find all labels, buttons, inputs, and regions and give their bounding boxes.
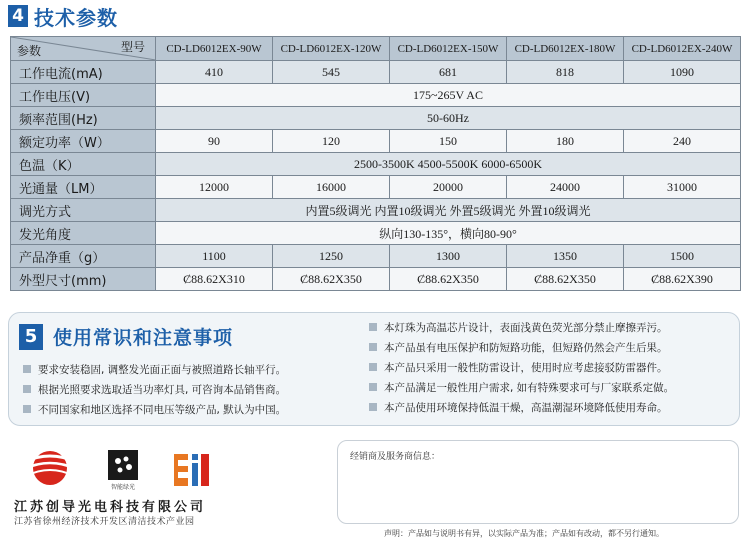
notes-left — [23, 359, 286, 419]
row-label: 外型尺寸(mm) — [11, 268, 156, 291]
company-address: 江苏省徐州经济技术开发区清洁技术产业园 — [14, 517, 195, 527]
bullet-icon — [369, 383, 377, 391]
note-text: 不同国家和地区选择不同电压等级产品, 默认为中国。 — [38, 403, 287, 416]
value-cell: 180 — [507, 130, 624, 153]
bullet-icon — [23, 365, 31, 373]
model-header: CD-LD6012EX-240W — [624, 37, 741, 61]
value-cell: 120 — [273, 130, 390, 153]
bullet-icon — [369, 343, 377, 351]
model-header: CD-LD6012EX-150W — [390, 37, 507, 61]
note-text: 本产品只采用一般性防雷设计，使用时应考虑接驳防雷器件。 — [384, 361, 668, 374]
value-cell: 150 — [390, 130, 507, 153]
value-cell: Ȼ88.62X310 — [156, 268, 273, 291]
value-cell: 12000 — [156, 176, 273, 199]
spec-table — [10, 36, 741, 291]
list-item — [369, 377, 674, 397]
value-cell: 31000 — [624, 176, 741, 199]
model-header: CD-LD6012EX-120W — [273, 37, 390, 61]
merged-value-cell: 50-60Hz — [156, 107, 741, 130]
list-item — [23, 399, 286, 419]
table-row — [11, 245, 741, 268]
bullet-icon — [23, 405, 31, 413]
notes-right — [369, 317, 674, 417]
table-row — [11, 61, 741, 84]
model-header: CD-LD6012EX-180W — [507, 37, 624, 61]
table-corner-cell — [11, 37, 156, 61]
row-label: 频率范围(Hz) — [11, 107, 156, 130]
section-title: 技术参数 — [34, 5, 118, 30]
value-cell: 1100 — [156, 245, 273, 268]
table-row — [11, 84, 741, 107]
value-cell: 16000 — [273, 176, 390, 199]
value-cell: 1350 — [507, 245, 624, 268]
value-cell: 1500 — [624, 245, 741, 268]
section-5-panel — [8, 312, 740, 426]
row-label: 额定功率（W） — [11, 130, 156, 153]
section-number: 4 — [8, 5, 28, 27]
value-cell: 1300 — [390, 245, 507, 268]
note-text: 本灯珠为高温芯片设计，表面浅黄色荧光部分禁止摩擦弄污。 — [384, 321, 668, 334]
list-item — [369, 397, 674, 417]
value-cell: Ȼ88.62X350 — [273, 268, 390, 291]
badge-icon — [108, 450, 138, 480]
disclaimer: 声明：产品如与说明书有异，以实际产品为准；产品如有改动，都不另行通知。 — [384, 529, 664, 538]
certification-badge — [105, 450, 141, 491]
table-row — [11, 222, 741, 245]
value-cell: 410 — [156, 61, 273, 84]
section-number: 5 — [19, 324, 43, 350]
corner-model-label: 型号 — [120, 40, 145, 54]
merged-value-cell: 内置5级调光 内置10级调光 外置5级调光 外置10级调光 — [156, 199, 741, 222]
table-row — [11, 268, 741, 291]
company-name: 江苏创导光电科技有限公司 — [14, 500, 207, 515]
list-item — [23, 359, 286, 379]
globe-logo-icon — [22, 448, 78, 488]
value-cell: 1090 — [624, 61, 741, 84]
merged-value-cell: 纵向130-135°，横向80-90° — [156, 222, 741, 245]
list-item — [369, 317, 674, 337]
dealer-label: 经销商及服务商信息： — [350, 452, 441, 462]
row-label: 工作电压(V) — [11, 84, 156, 107]
value-cell: Ȼ88.62X350 — [390, 268, 507, 291]
note-text: 要求安装稳固, 调整发光面正面与被照道路长轴平行。 — [38, 363, 287, 376]
ei-logo-icon — [172, 452, 212, 488]
ei-logo — [172, 452, 212, 492]
dealer-info-box — [337, 440, 739, 524]
value-cell: 24000 — [507, 176, 624, 199]
value-cell: Ȼ88.62X390 — [624, 268, 741, 291]
merged-value-cell: 175~265V AC — [156, 84, 741, 107]
row-label: 工作电流(mA) — [11, 61, 156, 84]
value-cell: 545 — [273, 61, 390, 84]
table-row — [11, 199, 741, 222]
note-text: 本产品满足一般性用户需求, 如有特殊要求可与厂家联系定做。 — [384, 381, 675, 394]
table-row — [11, 107, 741, 130]
bullet-icon — [23, 385, 31, 393]
bullet-icon — [369, 403, 377, 411]
table-header-row — [11, 37, 741, 61]
note-text: 根据光照要求选取适当功率灯具, 可咨询本品销售商。 — [38, 383, 287, 396]
company-logo — [22, 448, 78, 492]
section-title: 使用常识和注意事项 — [53, 327, 234, 349]
note-text: 本产品虽有电压保护和防短路功能，但短路仍然会产生后果。 — [384, 341, 668, 354]
row-label: 光通量（LM） — [11, 176, 156, 199]
section-5-header — [19, 323, 233, 350]
value-cell: 818 — [507, 61, 624, 84]
merged-value-cell: 2500-3500K 4500-5500K 6000-6500K — [156, 153, 741, 176]
list-item — [369, 337, 674, 357]
value-cell: 20000 — [390, 176, 507, 199]
table-row — [11, 153, 741, 176]
row-label: 产品净重（g） — [11, 245, 156, 268]
list-item — [369, 357, 674, 377]
badge-caption: 智能绿光 — [110, 484, 135, 491]
corner-param-label: 参数 — [17, 44, 42, 58]
value-cell: 681 — [390, 61, 507, 84]
table-row — [11, 176, 741, 199]
table-row — [11, 130, 741, 153]
value-cell: Ȼ88.62X350 — [507, 268, 624, 291]
model-header: CD-LD6012EX-90W — [156, 37, 273, 61]
value-cell: 1250 — [273, 245, 390, 268]
value-cell: 90 — [156, 130, 273, 153]
bullet-icon — [369, 363, 377, 371]
list-item — [23, 379, 286, 399]
row-label: 调光方式 — [11, 199, 156, 222]
note-text: 本产品使用环境保持低温干燥，高温潮湿环境降低使用寿命。 — [384, 401, 668, 414]
row-label: 发光角度 — [11, 222, 156, 245]
value-cell: 240 — [624, 130, 741, 153]
section-4-header — [8, 4, 118, 28]
row-label: 色温（K） — [11, 153, 156, 176]
bullet-icon — [369, 323, 377, 331]
